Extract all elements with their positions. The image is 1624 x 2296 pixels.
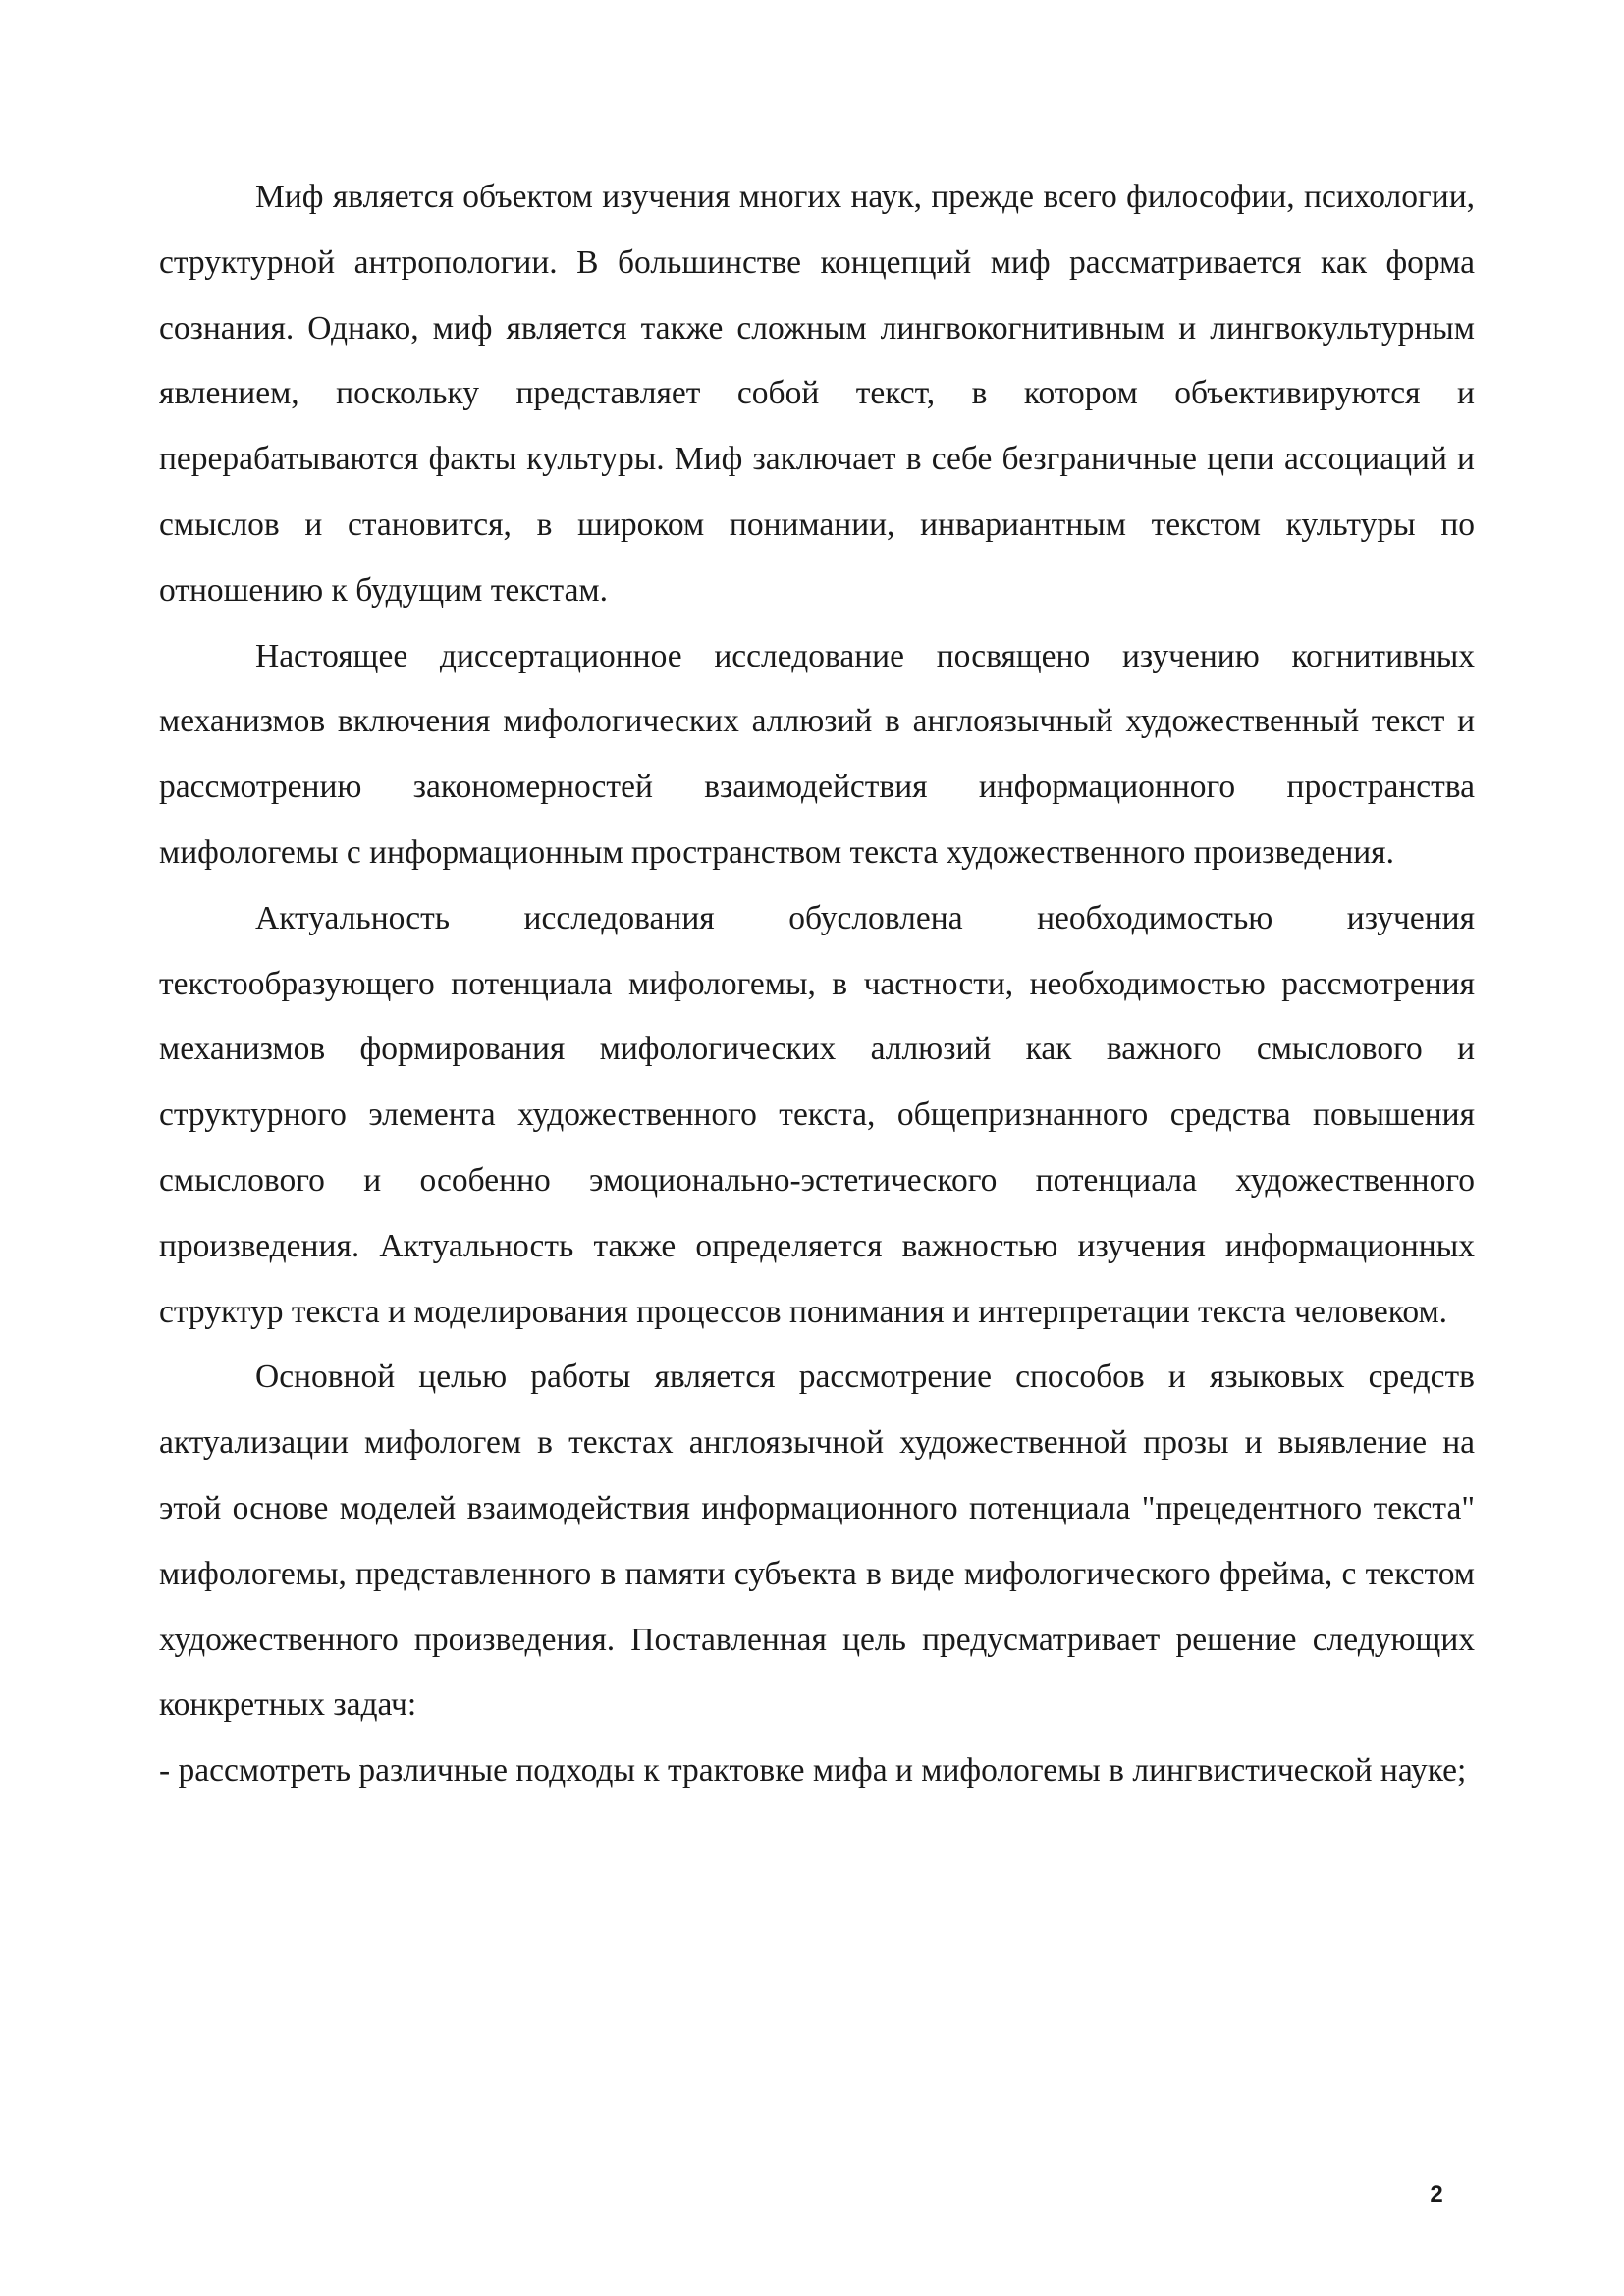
paragraph-relevance: Актуальность исследования обусловлена необходимостью изучения текстообразующего потенциала мифологемы, в частности, необходимостью рассмотрения механизмов формирования мифологических аллюзий как важного смыслового и структурного элемента художественного текста, общепризнанного средства повышения смыслового и особенно эмоционально-эстетического потенциала художественного произведения. Актуальность также определяется важностью изучения информационных структур текста и моделирования процессов понимания и интерпретации текста человеком. [159, 899, 1475, 1330]
document-body [159, 165, 1475, 1804]
task-list-item: - рассмотреть различные подходы к трактовке мифа и мифологемы в лингвистической науке; [159, 1752, 1467, 1789]
paragraph-myth-intro: Миф является объектом изучения многих наук, прежде всего философии, психологии, структурной антропологии. В большинстве концепций миф рассматривается как форма сознания. Однако, миф является также сложным лингвокогнитивным и лингвокультурным явлением, поскольку представляет собой текст, в котором объективируются и перерабатываются факты культуры. Миф заключает в себе безграничные цепи ассоциаций и смыслов и становится, в широком понимании, инвариантным текстом культуры по отношению к будущим текстам. [159, 179, 1475, 609]
page-number: 2 [1430, 2181, 1443, 2208]
paragraph-research-subject: Настоящее диссертационное исследование посвящено изучению когнитивных механизмов включения мифологических аллюзий в англоязычный художественный текст и рассмотрению закономерностей взаимодействия информационного пространства мифологемы с информационным пространством текста художественного произведения. [159, 637, 1475, 871]
paragraph-goal: Основной целью работы является рассмотрение способов и языковых средств актуализации мифологем в текстах англоязычной художественной прозы и выявление на этой основе моделей взаимодействия информационного потенциала "прецедентного текста" мифологемы, представленного в памяти субъекта в виде мифологического фрейма, с текстом художественного произведения. Поставленная цель предусматривает решение следующих конкретных задач: [159, 1359, 1475, 1724]
